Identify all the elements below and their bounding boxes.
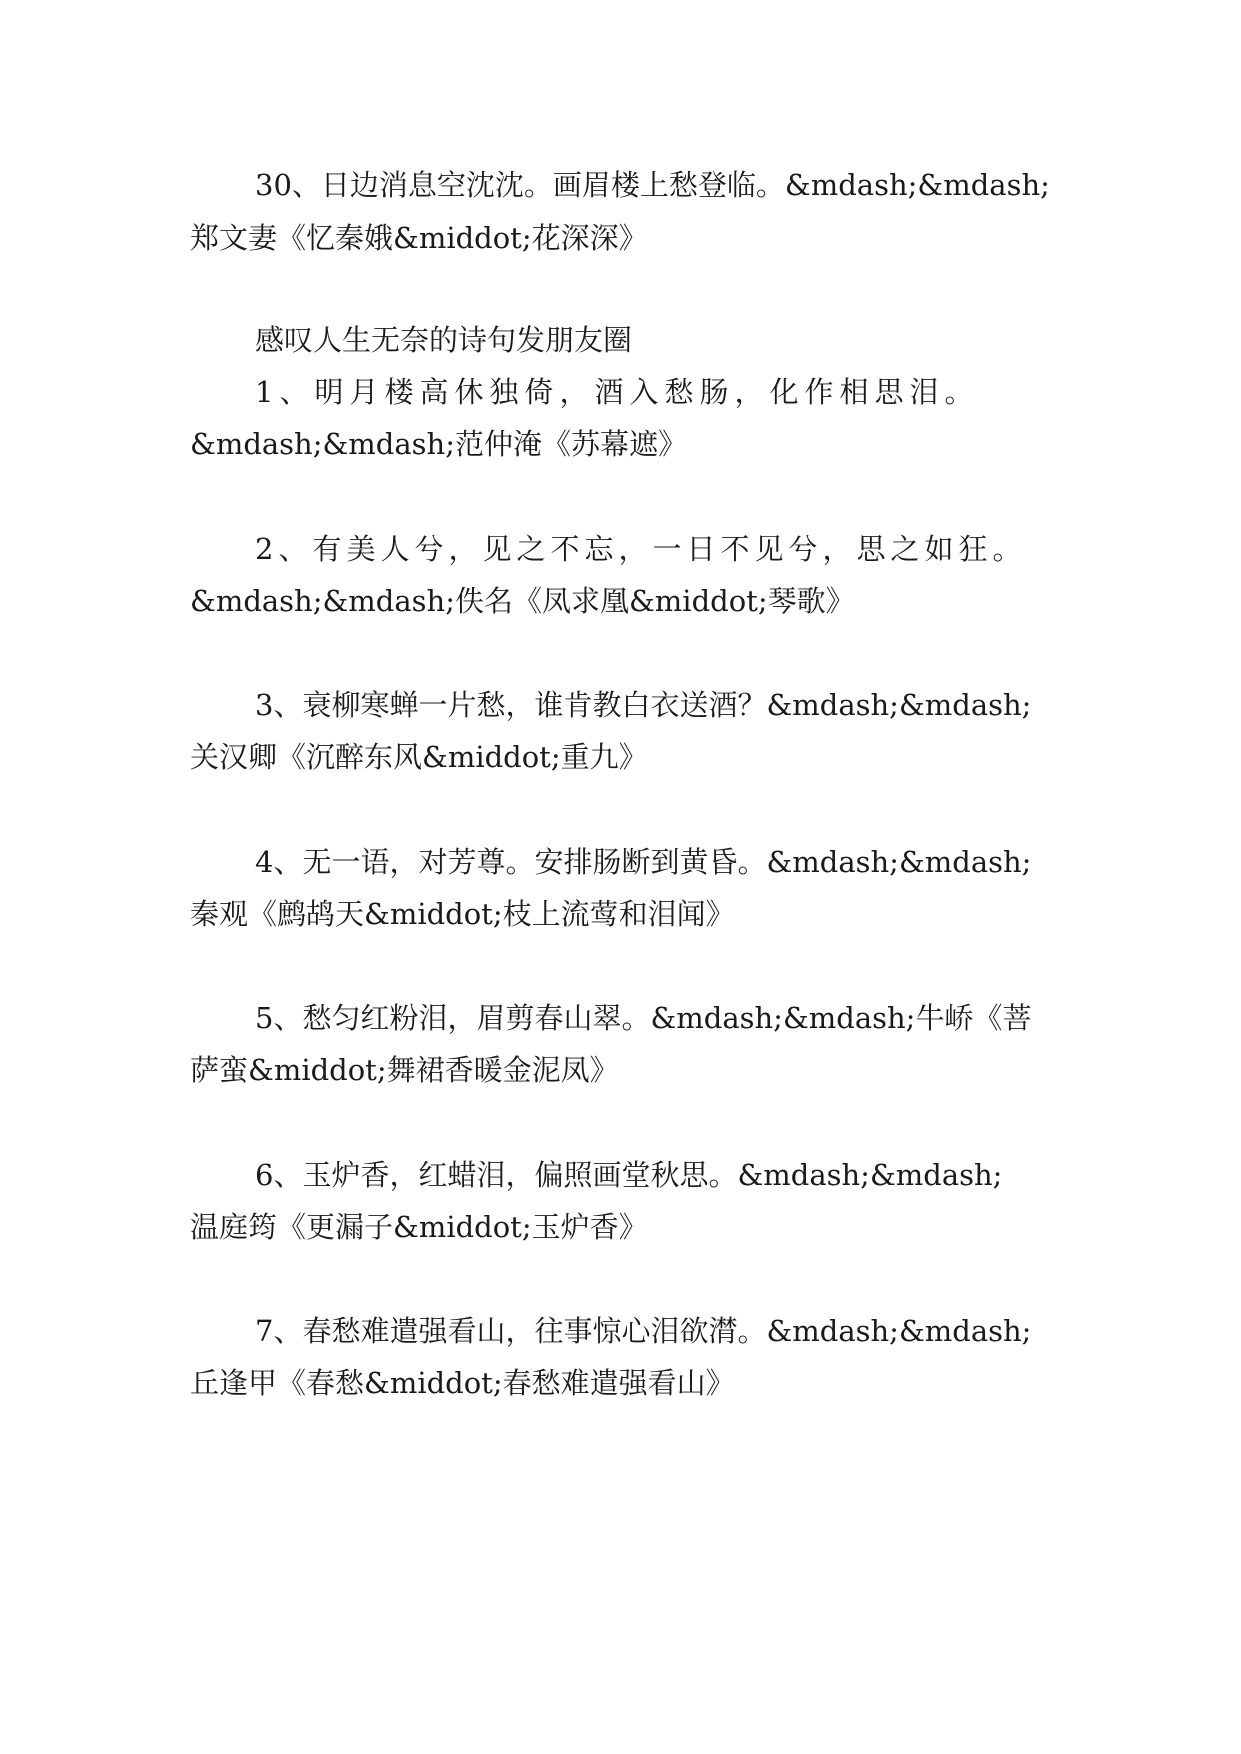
poem-7-line1: 7、春愁难遣强看山，往事惊心泪欲潸。&mdash;&mdash; [255, 1314, 1032, 1348]
poem-3-line1: 3、衰柳寒蝉一片愁，谁肯教白衣送酒？&mdash;&mdash; [255, 688, 1032, 722]
poem-5-line1: 5、愁匀红粉泪，眉剪春山翠。&mdash;&mdash;牛峤《菩 [255, 1001, 1032, 1035]
poem-1-line1: 1、明月楼高休独倚，酒入愁肠，化作相思泪。 [255, 375, 980, 409]
poem-2-line1: 2、有美人兮，见之不忘，一日不见兮，思之如狂。 [255, 532, 1027, 566]
poem-4-line2: 秦观《鹧鸪天&middot;枝上流莺和泪闻》 [190, 897, 735, 931]
poem-30-line2: 郑文妻《忆秦娥&middot;花深深》 [190, 221, 648, 255]
poem-30-line1: 30、日边消息空沈沈。画眉楼上愁登临。&mdash;&mdash; [255, 168, 1050, 202]
section-heading: 感叹人生无奈的诗句发朋友圈 [255, 323, 633, 357]
poem-5-line2: 萨蛮&middot;舞裙香暖金泥凤》 [190, 1053, 619, 1087]
poem-2-line2: &mdash;&mdash;佚名《凤求凰&middot;琴歌》 [190, 584, 855, 618]
poem-1-line2: &mdash;&mdash;范仲淹《苏幕遮》 [190, 427, 687, 461]
poem-4-line1: 4、无一语，对芳尊。安排肠断到黄昏。&mdash;&mdash; [255, 845, 1032, 879]
poem-6-line1: 6、玉炉香，红蜡泪，偏照画堂秋思。&mdash;&mdash; [255, 1158, 1003, 1192]
poem-7-line2: 丘逢甲《春愁&middot;春愁难遣强看山》 [190, 1366, 735, 1400]
poem-3-line2: 关汉卿《沉醉东风&middot;重九》 [190, 740, 648, 774]
poem-6-line2: 温庭筠《更漏子&middot;玉炉香》 [190, 1210, 648, 1244]
